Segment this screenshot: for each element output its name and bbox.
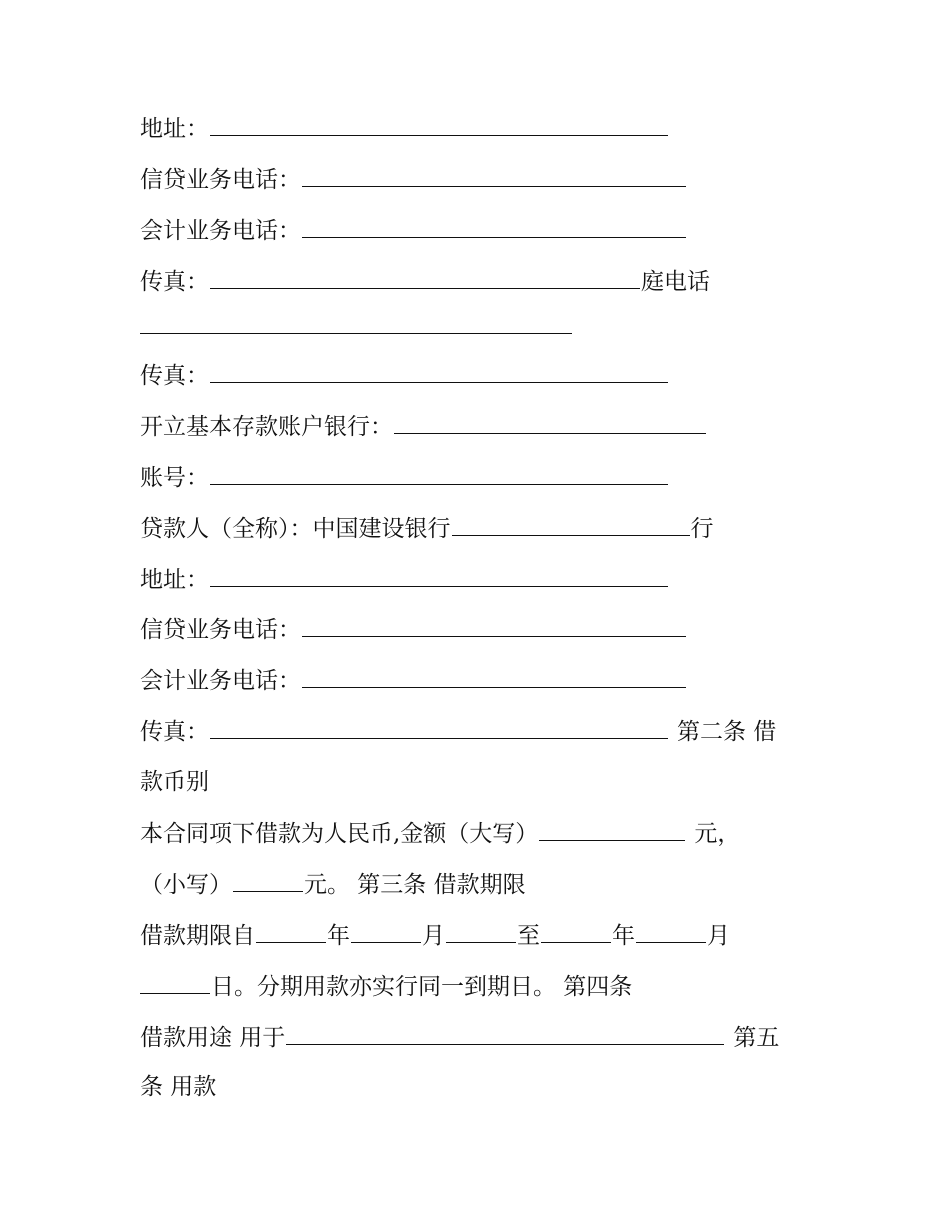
year-label: 年	[327, 923, 350, 949]
address-label: 地址：	[140, 116, 209, 142]
fax-label: 传真：	[140, 269, 209, 295]
end-day-blank[interactable]	[140, 971, 210, 994]
address-blank[interactable]	[210, 564, 668, 587]
credit-phone-blank[interactable]	[302, 614, 686, 637]
account-number-blank[interactable]	[210, 462, 668, 485]
fax-label: 传真：	[140, 719, 209, 745]
start-day-blank[interactable]	[446, 920, 516, 943]
year-label: 年	[612, 923, 635, 949]
borrower-fax-line	[140, 266, 710, 296]
basic-account-bank-blank[interactable]	[394, 411, 706, 434]
branch-suffix: 行	[690, 516, 714, 542]
credit-phone-label: 信贷业务电话：	[140, 617, 301, 643]
term-end-text: 日。分期用款亦实行同一到期日。 第四条	[211, 974, 633, 1000]
end-year-blank[interactable]	[541, 920, 611, 943]
currency-heading-text: 款币别	[140, 769, 209, 795]
currency-heading-line	[140, 767, 209, 797]
month-label: 月	[707, 923, 730, 949]
article-three-heading: 元。 第三条 借款期限	[304, 872, 526, 898]
article-two-heading: 第二条 借	[677, 719, 777, 745]
account-number-label: 账号：	[140, 465, 209, 491]
fax-blank[interactable]	[210, 266, 640, 289]
lender-branch-blank[interactable]	[452, 513, 690, 536]
article-five-heading: 第五	[733, 1025, 780, 1051]
accounting-phone-label: 会计业务电话：	[140, 668, 301, 694]
bank-account-bank-line	[140, 411, 707, 441]
amount-uppercase-blank[interactable]	[539, 818, 685, 841]
accounting-phone-blank[interactable]	[302, 665, 686, 688]
end-month-blank[interactable]	[636, 920, 706, 943]
home-phone-blank-line	[140, 311, 573, 341]
loan-use-heading-text: 条 用款	[140, 1074, 217, 1100]
loan-amount-line	[140, 818, 740, 848]
account-number-line	[140, 462, 669, 492]
credit-phone-blank[interactable]	[302, 164, 686, 187]
loan-term-end-line	[140, 971, 632, 1001]
fax-blank[interactable]	[210, 716, 668, 739]
fax-blank[interactable]	[210, 360, 668, 383]
credit-phone-label: 信贷业务电话：	[140, 167, 301, 193]
yuan-unit: 元，	[694, 821, 741, 847]
home-phone-label: 庭电话	[641, 269, 710, 295]
loan-purpose-blank[interactable]	[286, 1022, 724, 1045]
lender-fax-line	[140, 716, 776, 746]
loan-amount-numeric-line	[140, 869, 526, 899]
amount-numeric-label: （小写）	[140, 872, 232, 898]
loan-use-heading-line	[140, 1072, 216, 1102]
month-label: 月	[422, 923, 445, 949]
start-year-blank[interactable]	[256, 920, 326, 943]
borrower-accounting-phone-line	[140, 215, 687, 245]
borrower-address-line	[140, 113, 669, 143]
start-month-blank[interactable]	[351, 920, 421, 943]
address-blank[interactable]	[210, 113, 668, 136]
loan-purpose-line	[140, 1022, 779, 1052]
term-from-label: 借款期限自	[140, 923, 255, 949]
home-phone-blank[interactable]	[140, 311, 572, 334]
loan-amount-label: 本合同项下借款为人民币,金额（大写）	[140, 821, 539, 847]
accounting-phone-label: 会计业务电话：	[140, 218, 301, 244]
lender-name-line	[140, 513, 714, 543]
lender-address-line	[140, 564, 669, 594]
loan-purpose-label: 借款用途 用于	[140, 1025, 286, 1051]
basic-account-bank-label: 开立基本存款账户银行：	[140, 414, 393, 440]
amount-numeric-blank[interactable]	[233, 869, 303, 892]
borrower-fax-2-line	[140, 360, 669, 390]
lender-name-label: 贷款人（全称）：中国建设银行	[140, 516, 451, 542]
to-label: 至	[517, 923, 540, 949]
address-label: 地址：	[140, 567, 209, 593]
accounting-phone-blank[interactable]	[302, 215, 686, 238]
borrower-credit-phone-line	[140, 164, 687, 194]
fax-label: 传真：	[140, 363, 209, 389]
lender-accounting-phone-line	[140, 665, 687, 695]
lender-credit-phone-line	[140, 614, 687, 644]
loan-term-line	[140, 920, 730, 950]
